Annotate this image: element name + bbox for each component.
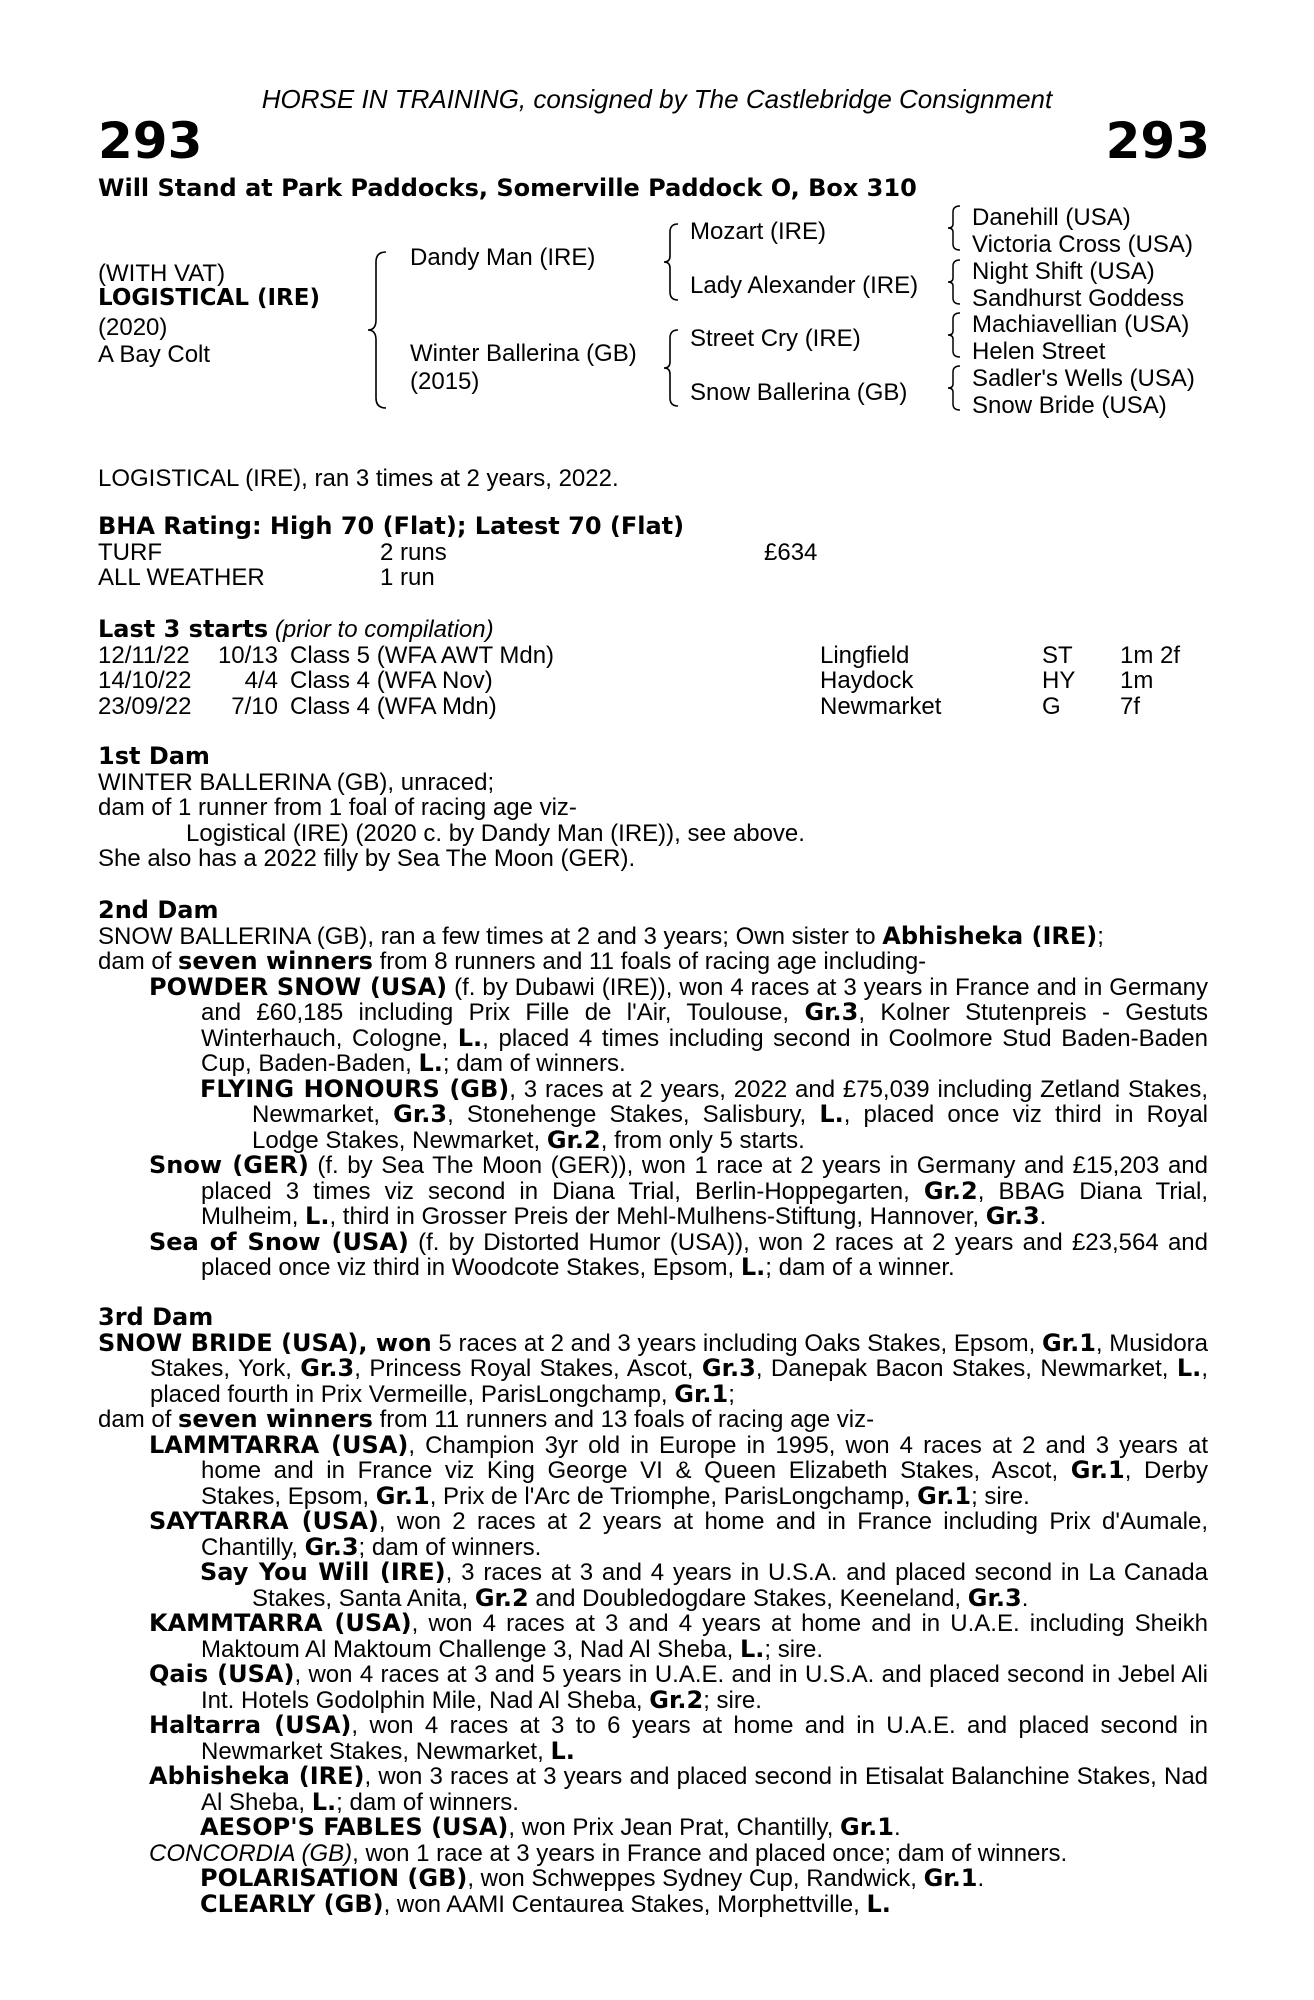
start-date: 12/11/22 [98,641,190,669]
third-dam-heading: 3rd Dam [98,1303,214,1331]
pedigree-g8: Snow Bride (USA) [972,392,1167,419]
text: . [977,1865,985,1892]
grade: Gr.1 [1070,1456,1125,1484]
text: , won 3 races at 3 years and placed second in Etisalat Balanchine Stakes, Nad Al Sheba, [201,1763,1209,1816]
start-row [98,694,1208,720]
first-dam-section [98,744,1208,872]
text: ; sire. [764,1635,824,1663]
first-dam-line: WINTER BALLERINA (GB), unraced; [98,768,495,796]
start-distance: 1m [1120,667,1154,694]
horse-year: (2020) [98,314,168,341]
text: from 11 runners and 13 foals of racing age viz- [372,1406,875,1433]
grade: Gr.1 [1041,1328,1096,1357]
winners-count: seven winners [178,1405,373,1433]
text: , won 4 races at 3 to 6 years at home and in U.A.E. and placed second in Newmarket Stakes, Newmarket, [201,1712,1208,1765]
third-dam-intro [98,1328,1209,1408]
grade: Gr.3 [304,1532,359,1561]
pedigree-sire-sire: Mozart (IRE) [690,218,827,245]
page-header: HORSE IN TRAINING, consigned by The Castlebridge Consignment [261,84,1053,114]
produce-name: Haltarra (USA) [149,1711,352,1739]
produce-name: Say You Will (IRE) [200,1558,446,1586]
produce-entry [98,1662,1208,1713]
text: dam of [98,948,179,975]
produce-name: POWDER SNOW (USA) [149,972,448,1001]
start-going: HY [1042,667,1076,694]
text: (f. by Sea The Moon (GER)), won 1 race at 2 years in Germany and £15,203 and placed 3 times viz second in Diana Trial, Berlin-Hoppegarten, [201,1152,1208,1205]
grade: L. [739,1634,765,1663]
grade: L. [866,1889,891,1918]
produce-name: FLYING HONOURS (GB) [200,1074,510,1103]
grade: Gr.1 [917,1481,972,1510]
pedigree-g6: Helen Street [972,338,1106,365]
produce-entry [98,1764,1208,1815]
first-dam-line: She also has a 2022 filly by Sea The Moon (GER). [98,845,636,872]
text: and Doubledogdare Stakes, Keeneland, [528,1584,968,1612]
stand-location: Will Stand at Park Paddocks, Somerville Paddock O, Box 310 [98,174,917,202]
produce-entry-grandchild [98,1560,1208,1611]
grade: L. [457,1023,483,1052]
text: , placed 4 times including second in Coolmore Stud Baden-Baden Cup, Baden-Baden, [201,1024,1208,1077]
text: , Kolner Stutenpreis - Gestuts Winterhauch, Cologne, [201,999,1208,1052]
text: , BBAG Diana Trial, Mulheim, [201,1177,1208,1230]
text: , third in Grosser Preis der Mehl-Mulhens-Stiftung, Hannover, [329,1203,986,1230]
start-date: 14/10/22 [98,667,192,694]
pedigree-dam-year: (2015) [410,368,480,395]
grade: Gr.2 [923,1176,978,1205]
grade: Gr.3 [701,1354,756,1382]
grade: Gr.1 [375,1481,430,1510]
produce-entry-grandchild [98,1889,1208,1918]
start-position: 7/10 [231,692,278,720]
text: (f. by Dubawi (IRE)), won 4 races at 3 years in France and in Germany and £60,185 including Prix Fille de l'Air, Toulouse, [201,973,1208,1026]
pedigree-brace-g78 [946,364,964,412]
start-course: Newmarket [820,692,942,720]
produce-entry-grandchild [98,1866,1208,1892]
start-row [98,643,1208,669]
text: , Champion 3yr old in Europe in 1995, won 4 races at 2 and 3 years at home and in France viz King George VI & Queen Elizabeth Stakes, Ascot, [201,1431,1208,1484]
produce-name: Snow (GER) [149,1151,309,1179]
start-position: 10/13 [217,641,278,669]
grade: Gr.3 [393,1100,448,1128]
text: , won 1 race at 3 years in France and placed once; dam of winners. [352,1839,1068,1867]
dam-name: SNOW BRIDE (USA) [98,1328,359,1357]
rating-prize: £634 [764,538,818,566]
produce-entry [98,1153,1208,1230]
vat-status: (WITH VAT) [98,260,226,287]
text: (f. by Distorted Humor (USA)), won 2 races at 2 years and £23,564 and placed once viz third in Woodcote Stakes, Epsom, [201,1228,1208,1281]
text: , won AAMI Centaurea Stakes, Morphettville, [383,1890,867,1918]
lot-number-left: 293 [98,112,203,170]
rating-row [98,540,1208,566]
second-dam-summary [98,949,1208,975]
grade: Gr.1 [840,1813,894,1841]
rating-section [98,514,1208,591]
text: , Derby Stakes, Epsom, [201,1457,1209,1510]
pedigree-g7: Sadler's Wells (USA) [972,365,1195,392]
produce-name: Sea of Snow (USA) [149,1227,409,1256]
text: , won 4 races at 3 and 5 years in U.A.E. and in U.S.A. and placed second in Jebel Ali Int. Hotels Godolphin Mile, Nad Al Sheba, [201,1661,1208,1714]
text: ; dam of winners. [442,1050,626,1077]
text: , 3 races at 2 years, 2022 and £75,039 including Zetland Stakes, Newmarket, [252,1075,1209,1128]
rating-surface: ALL WEATHER [98,564,265,591]
third-dam-section [98,1305,1208,1917]
rating-heading: BHA Rating: High 70 (Flat); Latest 70 (Flat) [98,512,685,540]
pedigree-brace-dam [662,328,682,408]
grade: Gr.2 [546,1125,601,1154]
pedigree-brace-main [366,250,392,410]
produce-name: CONCORDIA (GB) [149,1839,353,1867]
grade: L. [819,1100,844,1128]
first-dam-heading: 1st Dam [98,742,210,770]
rating-runs: 2 runs [380,538,447,566]
text: , Princess Royal Stakes, Ascot, [354,1355,702,1382]
produce-name: LAMMTARRA (USA) [149,1430,409,1459]
start-going: ST [1042,641,1073,669]
text: ; sire. [971,1482,1030,1510]
start-distance: 1m 2f [1120,641,1181,669]
pedigree-brace-sire [662,222,682,302]
first-dam-produce: Logistical (IRE) (2020 c. by Dandy Man (IRE)), see above. [186,819,805,847]
produce-entry-grandchild [98,1074,1209,1154]
lot-number-right: 293 [1105,112,1210,170]
text: . [1039,1203,1047,1230]
grade: Gr.3 [804,998,859,1026]
produce-name: POLARISATION (GB) [200,1864,468,1892]
pedigree-brace-g34 [946,258,964,306]
second-dam-intro [98,921,1208,950]
produce-entry [98,1841,1208,1867]
pedigree-sire: Dandy Man (IRE) [410,244,596,271]
grade: Gr.3 [967,1583,1022,1612]
produce-name: CLEARLY (GB) [200,1889,384,1918]
pedigree-dam-sire: Street Cry (IRE) [690,325,861,352]
text: , won [358,1328,432,1357]
pedigree-g5: Machiavellian (USA) [972,311,1190,338]
second-dam-heading: 2nd Dam [98,896,219,924]
starts-section [98,617,1208,719]
produce-name: KAMMTARRA (USA) [149,1609,412,1637]
text: , placed fourth in Prix Vermeille, ParisLongchamp, [150,1355,1208,1408]
text: , from only 5 starts. [600,1126,805,1154]
third-dam-summary [98,1407,1208,1433]
first-dam-line: dam of 1 runner from 1 foal of racing age viz- [98,794,577,821]
pedigree-g2: Victoria Cross (USA) [972,231,1193,258]
race-summary: LOGISTICAL (IRE), ran 3 times at 2 years, 2022. [98,465,619,492]
winners-count: seven winners [178,947,373,975]
start-row [98,668,1208,694]
grade: Gr.3 [300,1354,355,1382]
produce-entry [98,972,1208,1077]
start-distance: 7f [1120,692,1141,720]
text: ; dam of winners. [358,1533,542,1561]
produce-entry [98,1227,1208,1281]
pedigree-sire-dam: Lady Alexander (IRE) [690,272,919,299]
text: , 3 races at 3 and 4 years in U.S.A. and placed second in La Canada Stakes, Santa Anita, [252,1559,1208,1612]
text: ; [728,1380,735,1408]
start-course: Lingfield [820,641,910,669]
text: ; dam of a winner. [765,1254,955,1281]
grade: L. [418,1049,443,1077]
start-course: Haydock [820,667,914,694]
grade: Gr.2 [474,1583,529,1612]
text: , won Prix Jean Prat, Chantilly, [508,1814,841,1841]
produce-entry [98,1611,1208,1662]
pedigree-dam: Winter Ballerina (GB) [410,340,637,367]
text: , won 4 races at 3 and 4 years at home and in U.A.E. including Sheikh Maktoum Al Maktoum Challenge 3, Nad Al Sheba, [201,1610,1208,1663]
text: . [893,1814,901,1841]
start-date: 23/09/22 [98,692,192,720]
grade: L. [1176,1354,1202,1382]
text: ; dam of winners. [336,1788,519,1816]
pedigree-g4: Sandhurst Goddess [972,285,1185,312]
grade: L. [550,1736,575,1765]
pedigree-g3: Night Shift (USA) [972,258,1155,285]
produce-name: AESOP'S FABLES (USA) [200,1813,509,1841]
start-going: G [1042,692,1061,720]
text: SNOW BALLERINA (GB), ran a few times at 2 and 3 years; Own sister to [98,922,883,950]
starts-heading: Last 3 starts [98,615,269,643]
text: from 8 runners and 11 foals of racing age including- [372,948,927,975]
text: dam of [98,1406,179,1433]
text: . [1021,1584,1029,1612]
grade: Gr.1 [923,1864,978,1892]
text: , won Schweppes Sydney Cup, Randwick, [467,1865,924,1892]
produce-name: Qais (USA) [149,1660,295,1688]
start-race: Class 4 (WFA Nov) [290,667,493,694]
text: , Danepak Bacon Stakes, Newmarket, [755,1355,1177,1382]
text: , Stonehenge Stakes, Salisbury, [447,1101,820,1128]
start-race: Class 5 (WFA AWT Mdn) [290,641,555,669]
start-position: 4/4 [244,667,278,694]
starts-header [98,617,1208,643]
produce-entry [98,1713,1208,1764]
text: ; [1097,922,1104,950]
text: 5 races at 2 and 3 years including Oaks Stakes, Epsom, [431,1329,1042,1357]
produce-name: Abhisheka (IRE) [149,1762,365,1790]
text: , Musidora Stakes, York, [150,1329,1209,1382]
produce-entry [98,1430,1209,1510]
starts-note: (prior to compilation) [274,616,494,643]
grade: L. [740,1253,766,1281]
produce-entry-grandchild [98,1815,1208,1841]
grade: L. [305,1202,330,1230]
grade: Gr.3 [985,1202,1040,1230]
rating-row [98,565,1208,591]
start-race: Class 4 (WFA Mdn) [290,692,497,720]
pedigree-brace-g56 [946,311,964,359]
second-dam-section [98,898,1208,1281]
grade: L. [311,1787,337,1816]
pedigree-brace-g12 [946,204,964,252]
grade: Gr.2 [649,1685,704,1714]
grade: Gr.1 [674,1379,729,1408]
sibling-name: Abhisheka (IRE) [882,921,1098,950]
produce-entry [98,1509,1208,1560]
pedigree-g1: Danehill (USA) [972,204,1131,231]
text: , Prix de l'Arc de Triomphe, ParisLongchamp, [429,1482,918,1510]
text: ; sire. [703,1686,762,1714]
horse-description: A Bay Colt [98,341,211,368]
pedigree-dam-dam: Snow Ballerina (GB) [690,379,908,406]
text: , won 2 races at 2 years at home and in France including Prix d'Aumale, Chantilly, [201,1508,1209,1561]
horse-name: LOGISTICAL (IRE) [98,285,320,311]
rating-surface: TURF [98,538,162,566]
text: , placed once viz third in Royal Lodge Stakes, Newmarket, [252,1101,1208,1154]
rating-runs: 1 run [380,564,435,591]
produce-name: SAYTARRA (USA) [149,1507,379,1535]
